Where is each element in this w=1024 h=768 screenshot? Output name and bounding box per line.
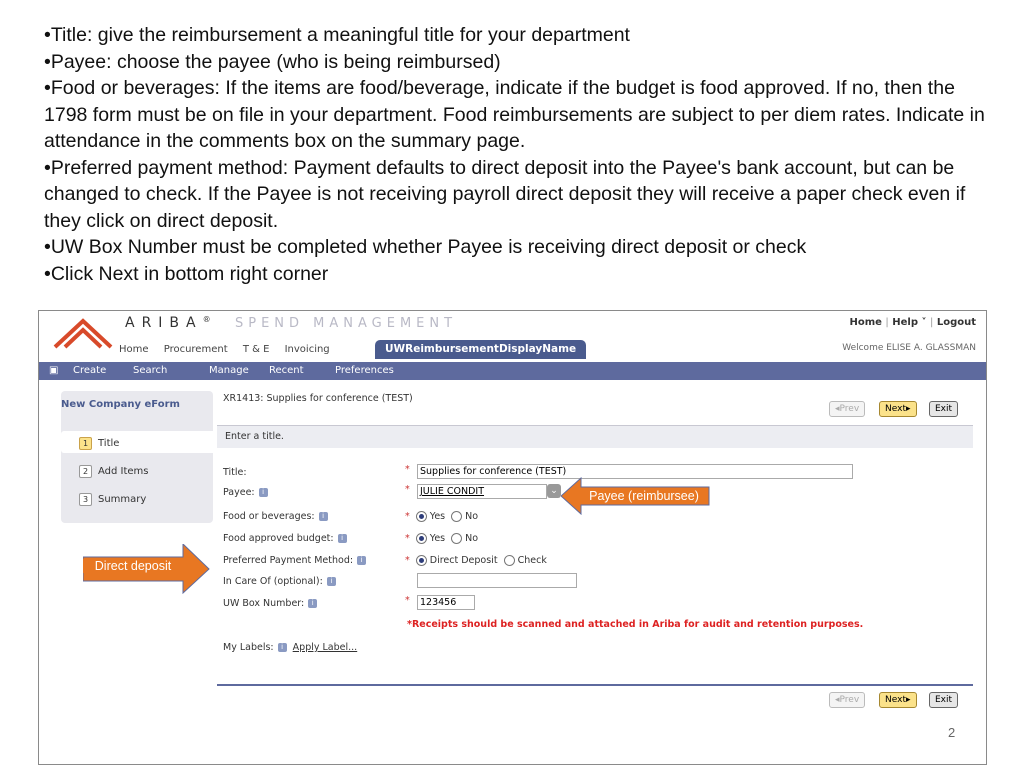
document-title: XR1413: Supplies for conference (TEST) [223,393,413,404]
panel-title: New Company eForm [61,399,180,410]
step-title[interactable]: 1 Title [79,437,119,450]
check-radio[interactable] [504,555,515,566]
food-no-radio[interactable] [451,511,462,522]
prev-button-top[interactable]: ◂Prev [829,401,865,417]
careof-input[interactable] [417,573,577,588]
payee-callout: Payee (reimbursee) [589,489,699,503]
command-bar [39,362,986,380]
step-summary[interactable]: 3 Summary [79,493,146,506]
logout-link[interactable]: Logout [936,317,976,328]
budget-no-radio[interactable] [451,533,462,544]
budget-yes-radio[interactable] [416,533,427,544]
direct-deposit-radio[interactable] [416,555,427,566]
ariba-screenshot: ARIBA® SPEND MANAGEMENT Home | Help ˅ | Logout Welcome ELISE A. GLASSMAN Home Procurement T & E Invoicing UWReimbursementDisplayName ▣ Create Search Manage Recent Preferences New Company eForm 1 Title 2 Add Items 3 Summary XR1413: Supplies for conference (TEST) ◂Prev Next▸ Exit Enter a title. Title: * Supplies for conference (TEST) Payee: i * JULIE CONDIT ⌄ Food or beverages: i * Yes No Food approved budget: i * Yes No Preferred Payment Method: i * Direct Deposit Check In Care Of (optional): i UW Box Number: i * 123456 *Receipts should be scanned and attached in Ariba for audit and retention purposes. My Labels: i Apply Label... ◂Prev Next▸ Exit Payee (reimbursee) Direct deposit [38,310,987,765]
payment-radios: * Direct Deposit Check [405,555,547,566]
payee-select[interactable]: JULIE CONDIT [417,484,547,499]
info-icon: i [259,488,268,497]
info-icon: i [278,643,287,652]
nav-recent[interactable]: Recent [269,365,304,376]
tab-te[interactable]: T & E [242,344,270,355]
direct-deposit-callout: Direct deposit [83,559,183,573]
next-button-bottom[interactable]: Next▸ [879,692,917,708]
next-button-top[interactable]: Next▸ [879,401,917,417]
title-field-wrap: * [405,464,410,475]
exit-button-top[interactable]: Exit [929,401,958,417]
product-name: SPEND MANAGEMENT [235,316,458,331]
home-link[interactable]: Home [849,317,882,328]
careof-label: In Care Of (optional): i [223,576,336,587]
payment-label: Preferred Payment Method: i [223,555,366,566]
top-links: Home | Help ˅ | Logout [849,317,976,328]
info-icon: i [308,599,317,608]
bullet-payment: •Preferred payment method: Payment defaults to direct deposit into the Payee's bank account, but can be changed to check. If the Payee is not receiving payroll direct deposit they will receive a paper check even if they click on direct deposit. [44,156,966,232]
brand-name: ARIBA® [125,315,211,331]
info-icon: i [319,512,328,521]
bullet-title: •Title: give the reimbursement a meaningful title for your department [44,24,630,46]
receipt-warning: *Receipts should be scanned and attached in Ariba for audit and retention purposes. [407,619,864,630]
budget-radios: * Yes No [405,533,479,544]
bullet-payee: •Payee: choose the payee (who is being reimbursed) [44,50,501,73]
tab-reimbursement[interactable]: UWReimbursementDisplayName [375,340,586,359]
help-link[interactable]: Help ˅ [892,317,927,328]
food-radios: * Yes No [405,511,479,522]
module-tabs [119,344,342,355]
welcome-text: Welcome ELISE A. GLASSMAN [842,343,976,353]
food-budget-label: Food approved budget: i [223,533,347,544]
nav-search[interactable]: Search [133,365,168,376]
dashboard-icon[interactable]: ▣ [49,365,59,376]
chevron-down-icon[interactable]: ⌄ [547,484,561,498]
tab-procurement[interactable]: Procurement [163,344,228,355]
step-add-items[interactable]: 2 Add Items [79,465,149,478]
food-yes-radio[interactable] [416,511,427,522]
app-header [39,311,986,363]
info-icon: i [327,577,336,586]
box-label: UW Box Number: i [223,598,317,609]
payee-label: Payee: i [223,487,268,498]
bullet-next: •Click Next in bottom right corner [44,262,329,285]
food-label: Food or beverages: i [223,511,328,522]
ariba-logo-icon [53,317,113,353]
nav-create[interactable]: Create [73,365,107,376]
nav-preferences[interactable]: Preferences [335,365,394,376]
divider [217,684,973,686]
info-icon: i [338,534,347,543]
info-icon: i [357,556,366,565]
page-number: 2 [948,725,956,740]
instruction-bullets [44,22,994,287]
tab-home[interactable]: Home [119,344,149,355]
step-panel [61,391,213,523]
tab-invoicing[interactable]: Invoicing [284,344,330,355]
exit-button-bottom[interactable]: Exit [929,692,958,708]
instruction-bar: Enter a title. [217,425,973,448]
bullet-box: •UW Box Number must be completed whether Payee is receiving direct deposit or check [44,236,807,258]
bullet-food: •Food or beverages: If the items are food/beverage, indicate if the budget is food approved. If no, then the 1798 form must be on file in your department. Food reimbursements are subject to per diem rates. Indicate in attendance in the comments box on the summary page. [44,77,985,152]
box-input[interactable]: 123456 [417,595,475,610]
nav-manage[interactable]: Manage [209,365,249,376]
title-input[interactable]: Supplies for conference (TEST) [417,464,853,479]
labels-label: My Labels: i Apply Label... [223,642,358,653]
title-label: Title: [223,467,247,478]
prev-button-bottom[interactable]: ◂Prev [829,692,865,708]
apply-label-link[interactable]: Apply Label... [292,642,358,653]
